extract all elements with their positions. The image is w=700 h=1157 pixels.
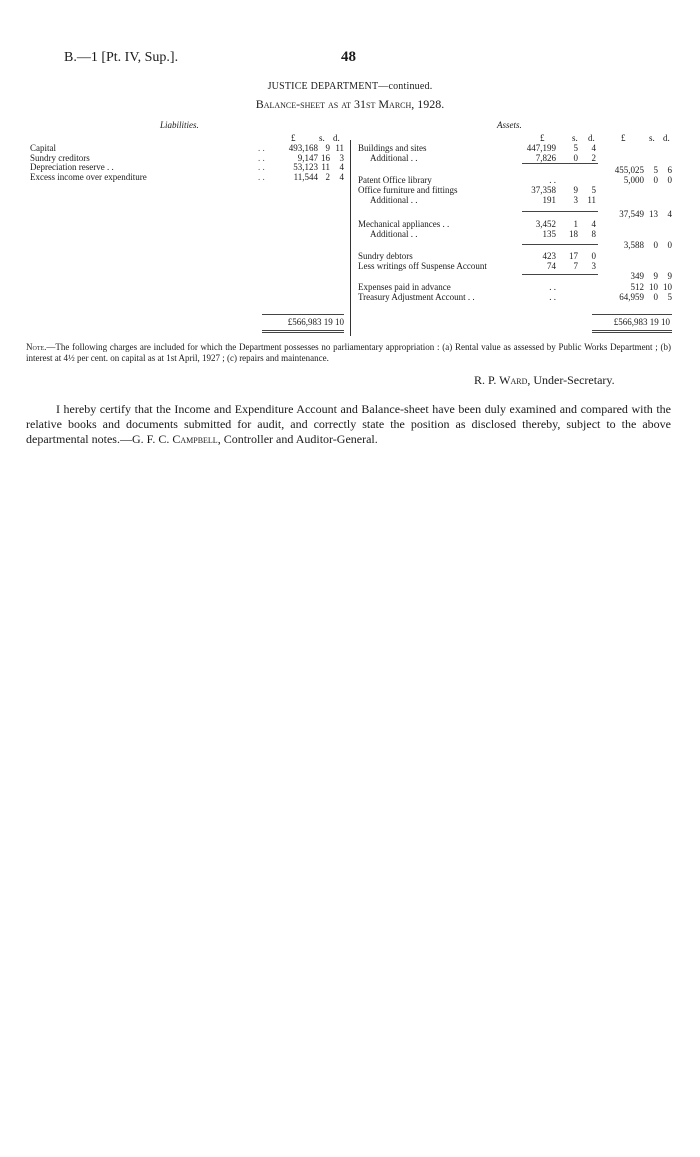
column-divider bbox=[350, 140, 351, 336]
asset-pence-extended: 10 bbox=[663, 282, 672, 292]
liability-pounds: 53,123 bbox=[293, 162, 318, 172]
note-text: —The following charges are included for which the Department possesses no parliamentary appropriation : (a) Rental value as assessed by Public Works Department ; (b) interest at 4½ per cent. on capital as at 1st April, 1927 ; (c) repairs and maintenance. bbox=[26, 342, 671, 363]
asset-pence: 8 bbox=[591, 229, 596, 239]
asset-pence: 0 bbox=[591, 251, 596, 261]
asset-subtotal-rule-2 bbox=[522, 211, 598, 212]
asset-pounds: 447,199 bbox=[526, 143, 556, 153]
asset-double-rule-1 bbox=[592, 330, 672, 331]
asset-shillings-extended: 13 bbox=[649, 209, 658, 219]
audit-certificate bbox=[26, 402, 671, 447]
asset-pounds: 135 bbox=[542, 229, 556, 239]
auditor-name: G. F. C. Campbell, bbox=[131, 432, 221, 446]
liability-label: Capital bbox=[30, 143, 56, 153]
asset-pounds: 3,452 bbox=[535, 219, 556, 229]
document-reference: B.—1 [Pt. IV, Sup.]. bbox=[64, 50, 179, 65]
asset-pence-extended: 0 bbox=[667, 175, 672, 185]
asset-pounds-extended: 3,588 bbox=[623, 240, 644, 250]
asset-col-d2: d. bbox=[663, 133, 670, 143]
asset-label: Additional . . bbox=[370, 229, 418, 239]
liability-label: Excess income over expenditure bbox=[30, 171, 147, 182]
assets-heading: Assets. bbox=[497, 120, 522, 130]
asset-pence: 4 bbox=[591, 143, 596, 153]
asset-label: Sundry debtors bbox=[358, 251, 413, 261]
liability-pence: 4 bbox=[339, 171, 344, 182]
liability-leader: . . bbox=[258, 152, 265, 163]
asset-label: Mechanical appliances . . bbox=[358, 219, 450, 229]
asset-label: Buildings and sites bbox=[358, 143, 427, 153]
asset-pence-extended: 4 bbox=[667, 209, 672, 219]
liability-shillings: 9 bbox=[325, 143, 330, 153]
liability-pounds: 9,147 bbox=[297, 152, 318, 163]
liability-shillings: 11 bbox=[321, 162, 330, 172]
asset-subtotal-rule-3 bbox=[522, 244, 598, 245]
assets-total: £566,983 19 10 bbox=[613, 317, 670, 327]
asset-pence: 3 bbox=[591, 261, 596, 271]
asset-pounds: 37,358 bbox=[531, 185, 556, 195]
liability-pence: 4 bbox=[339, 162, 344, 172]
asset-pounds: . . bbox=[549, 282, 556, 292]
asset-pounds: . . bbox=[549, 175, 556, 185]
liability-shillings: 16 bbox=[321, 152, 330, 163]
asset-pence-extended: 0 bbox=[667, 240, 672, 250]
asset-shillings: 5 bbox=[573, 143, 578, 153]
asset-pounds-extended: 37,549 bbox=[619, 209, 644, 219]
asset-pounds-extended: 455,025 bbox=[614, 165, 644, 175]
note-paragraph bbox=[26, 342, 671, 364]
asset-shillings: 1 bbox=[573, 219, 578, 229]
note-lead: Note. bbox=[26, 342, 47, 352]
liabilities-total: £566,983 19 10 bbox=[287, 317, 344, 327]
asset-pounds-extended: 64,959 bbox=[619, 292, 644, 302]
asset-pence-extended: 9 bbox=[667, 271, 672, 281]
asset-label: Less writings off Suspense Account bbox=[358, 261, 487, 271]
liability-pence: 3 bbox=[339, 152, 344, 163]
signature-role: Under-Secretary. bbox=[533, 373, 615, 387]
asset-pounds-extended: 512 bbox=[630, 282, 644, 292]
asset-subtotal-rule-1 bbox=[522, 163, 598, 164]
liability-leader: . . bbox=[258, 171, 265, 182]
auditor-role: Controller and Auditor-General. bbox=[223, 432, 378, 446]
asset-label: Additional . . bbox=[370, 153, 418, 163]
asset-label: Additional . . bbox=[370, 195, 418, 205]
asset-pounds: 191 bbox=[542, 195, 556, 205]
asset-shillings-extended: 0 bbox=[653, 175, 658, 185]
asset-label: Treasury Adjustment Account . . bbox=[358, 292, 475, 302]
asset-total-rule bbox=[592, 314, 672, 315]
liab-total-rule bbox=[262, 314, 344, 315]
asset-shillings-extended: 5 bbox=[653, 165, 658, 175]
liability-pounds: 493,168 bbox=[288, 143, 318, 153]
asset-col-s2: s. bbox=[649, 133, 655, 143]
signature-name: R. P. Ward, bbox=[474, 373, 531, 387]
asset-col-s: s. bbox=[572, 133, 578, 143]
asset-col-pounds: £ bbox=[540, 133, 545, 143]
asset-pounds: 423 bbox=[542, 251, 556, 261]
asset-pence: 11 bbox=[587, 195, 596, 205]
liab-col-d: d. bbox=[333, 133, 340, 143]
asset-label: Patent Office library bbox=[358, 175, 432, 185]
asset-pounds-extended: 349 bbox=[630, 271, 644, 281]
asset-shillings-extended: 0 bbox=[653, 240, 658, 250]
signature-line bbox=[474, 373, 615, 388]
asset-pence: 2 bbox=[591, 153, 596, 163]
liab-col-s: s. bbox=[319, 133, 325, 143]
asset-shillings-extended: 9 bbox=[653, 271, 658, 281]
asset-col-pounds2: £ bbox=[621, 133, 626, 143]
asset-shillings: 17 bbox=[569, 251, 578, 261]
certificate-text: I hereby certify that the Income and Expenditure Account and Balance-sheet have been duly examined and compared with the relative books and documents submitted for audit, and correctly state the position as disclosed thereby, subject to the above departmental notes.— bbox=[26, 402, 671, 446]
liability-leader: . . bbox=[258, 162, 265, 172]
asset-pence: 4 bbox=[591, 219, 596, 229]
liability-pounds: 11,544 bbox=[293, 171, 318, 182]
asset-pounds: . . bbox=[549, 292, 556, 302]
department-heading: JUSTICE DEPARTMENT—continued. bbox=[267, 81, 433, 92]
liability-label: Depreciation reserve . . bbox=[30, 162, 114, 172]
asset-shillings: 9 bbox=[573, 185, 578, 195]
liability-leader: . . bbox=[258, 143, 265, 153]
asset-shillings: 3 bbox=[573, 195, 578, 205]
asset-pounds: 7,826 bbox=[535, 153, 556, 163]
asset-label: Office furniture and fittings bbox=[358, 185, 458, 195]
asset-pence: 5 bbox=[591, 185, 596, 195]
asset-pence-extended: 6 bbox=[667, 165, 672, 175]
liab-double-rule-2 bbox=[262, 332, 344, 333]
balance-sheet-title: Balance-sheet as at 31st March, 1928. bbox=[255, 97, 445, 111]
liability-label: Sundry creditors bbox=[30, 152, 90, 163]
liability-shillings: 2 bbox=[325, 171, 330, 182]
page-number: 48 bbox=[341, 49, 356, 65]
asset-pounds: 74 bbox=[547, 261, 556, 271]
asset-label: Expenses paid in advance bbox=[358, 282, 451, 292]
asset-col-d: d. bbox=[588, 133, 595, 143]
asset-shillings: 18 bbox=[569, 229, 578, 239]
liability-pence: 11 bbox=[335, 143, 344, 153]
asset-shillings-extended: 0 bbox=[653, 292, 658, 302]
liab-col-pounds: £ bbox=[291, 133, 296, 143]
liabilities-heading: Liabilities. bbox=[160, 120, 199, 130]
asset-shillings-extended: 10 bbox=[649, 282, 658, 292]
asset-shillings: 7 bbox=[573, 261, 578, 271]
asset-shillings: 0 bbox=[573, 153, 578, 163]
liab-double-rule-1 bbox=[262, 330, 344, 331]
asset-subtotal-rule-4 bbox=[522, 274, 598, 275]
asset-pounds-extended: 5,000 bbox=[623, 175, 644, 185]
asset-double-rule-2 bbox=[592, 332, 672, 333]
asset-pence-extended: 5 bbox=[667, 292, 672, 302]
